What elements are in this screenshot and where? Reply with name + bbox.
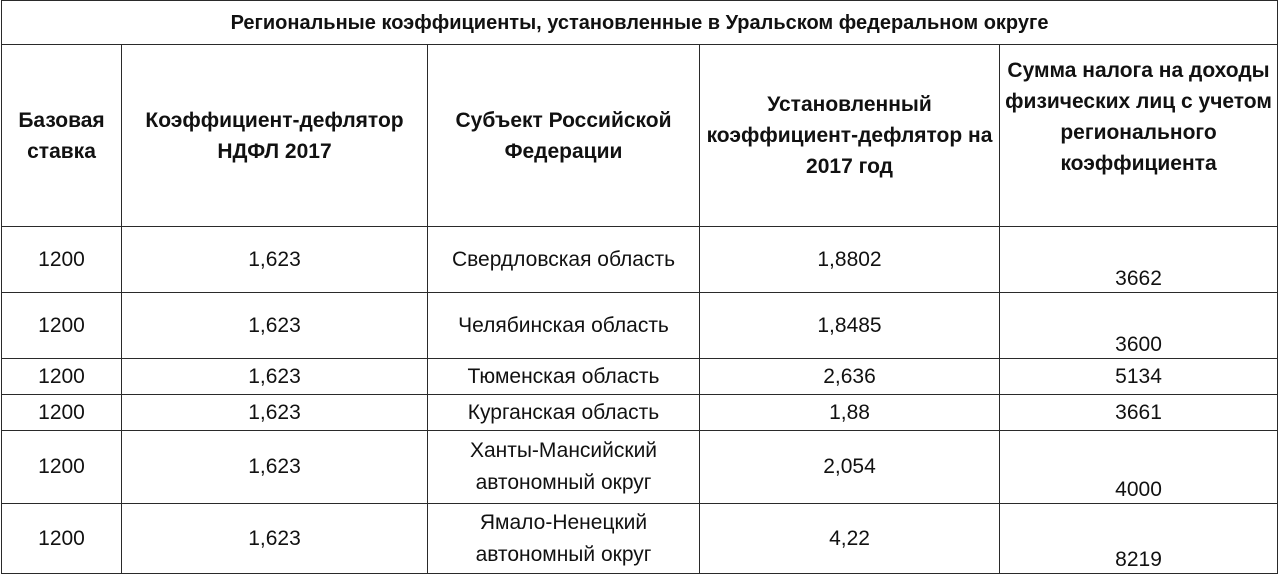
cell-sum: 4000 (1000, 431, 1278, 504)
table-row (2, 359, 1278, 395)
cell-coef: 1,88 (700, 395, 1000, 431)
cell-subject: Свердловская область (428, 227, 700, 293)
cell-base: 1200 (2, 293, 122, 359)
cell-base: 1200 (2, 504, 122, 574)
cell-coef: 1,8802 (700, 227, 1000, 293)
cell-base: 1200 (2, 395, 122, 431)
table-row (2, 504, 1278, 574)
header-tax-sum: Сумма налога на доходы физических лиц с учетом регионального коэффициента (1000, 45, 1278, 227)
cell-deflator: 1,623 (122, 431, 428, 504)
header-set-coefficient: Установленный коэффициент-дефлятор на 2017 год (700, 45, 1000, 227)
cell-subject: Челябинская область (428, 293, 700, 359)
cell-deflator: 1,623 (122, 395, 428, 431)
cell-deflator: 1,623 (122, 227, 428, 293)
coefficients-table (1, 0, 1278, 574)
cell-base: 1200 (2, 227, 122, 293)
cell-coef: 2,054 (700, 431, 1000, 504)
cell-subject: Тюменская область (428, 359, 700, 395)
cell-deflator: 1,623 (122, 359, 428, 395)
header-subject: Субъект Российской Федерации (428, 45, 700, 227)
table-row (2, 293, 1278, 359)
table-title: Региональные коэффициенты, установленные в Уральском федеральном округе (2, 1, 1278, 45)
table-row (2, 431, 1278, 504)
cell-base: 1200 (2, 431, 122, 504)
header-base-rate: Базовая ставка (2, 45, 122, 227)
cell-coef: 1,8485 (700, 293, 1000, 359)
cell-subject: Курганская область (428, 395, 700, 431)
cell-base: 1200 (2, 359, 122, 395)
cell-sum: 8219 (1000, 504, 1278, 574)
table-row (2, 227, 1278, 293)
cell-coef: 4,22 (700, 504, 1000, 574)
cell-subject: Ямало-Ненецкий автономный округ (428, 504, 700, 574)
cell-coef: 2,636 (700, 359, 1000, 395)
cell-sum: 3600 (1000, 293, 1278, 359)
cell-sum: 5134 (1000, 359, 1278, 395)
header-row (2, 45, 1278, 227)
cell-subject: Ханты-Мансийский автономный округ (428, 431, 700, 504)
cell-sum: 3662 (1000, 227, 1278, 293)
cell-deflator: 1,623 (122, 504, 428, 574)
cell-deflator: 1,623 (122, 293, 428, 359)
header-deflator-2017: Коэффициент-дефлятор НДФЛ 2017 (122, 45, 428, 227)
cell-sum: 3661 (1000, 395, 1278, 431)
title-row (2, 1, 1278, 45)
table-row (2, 395, 1278, 431)
